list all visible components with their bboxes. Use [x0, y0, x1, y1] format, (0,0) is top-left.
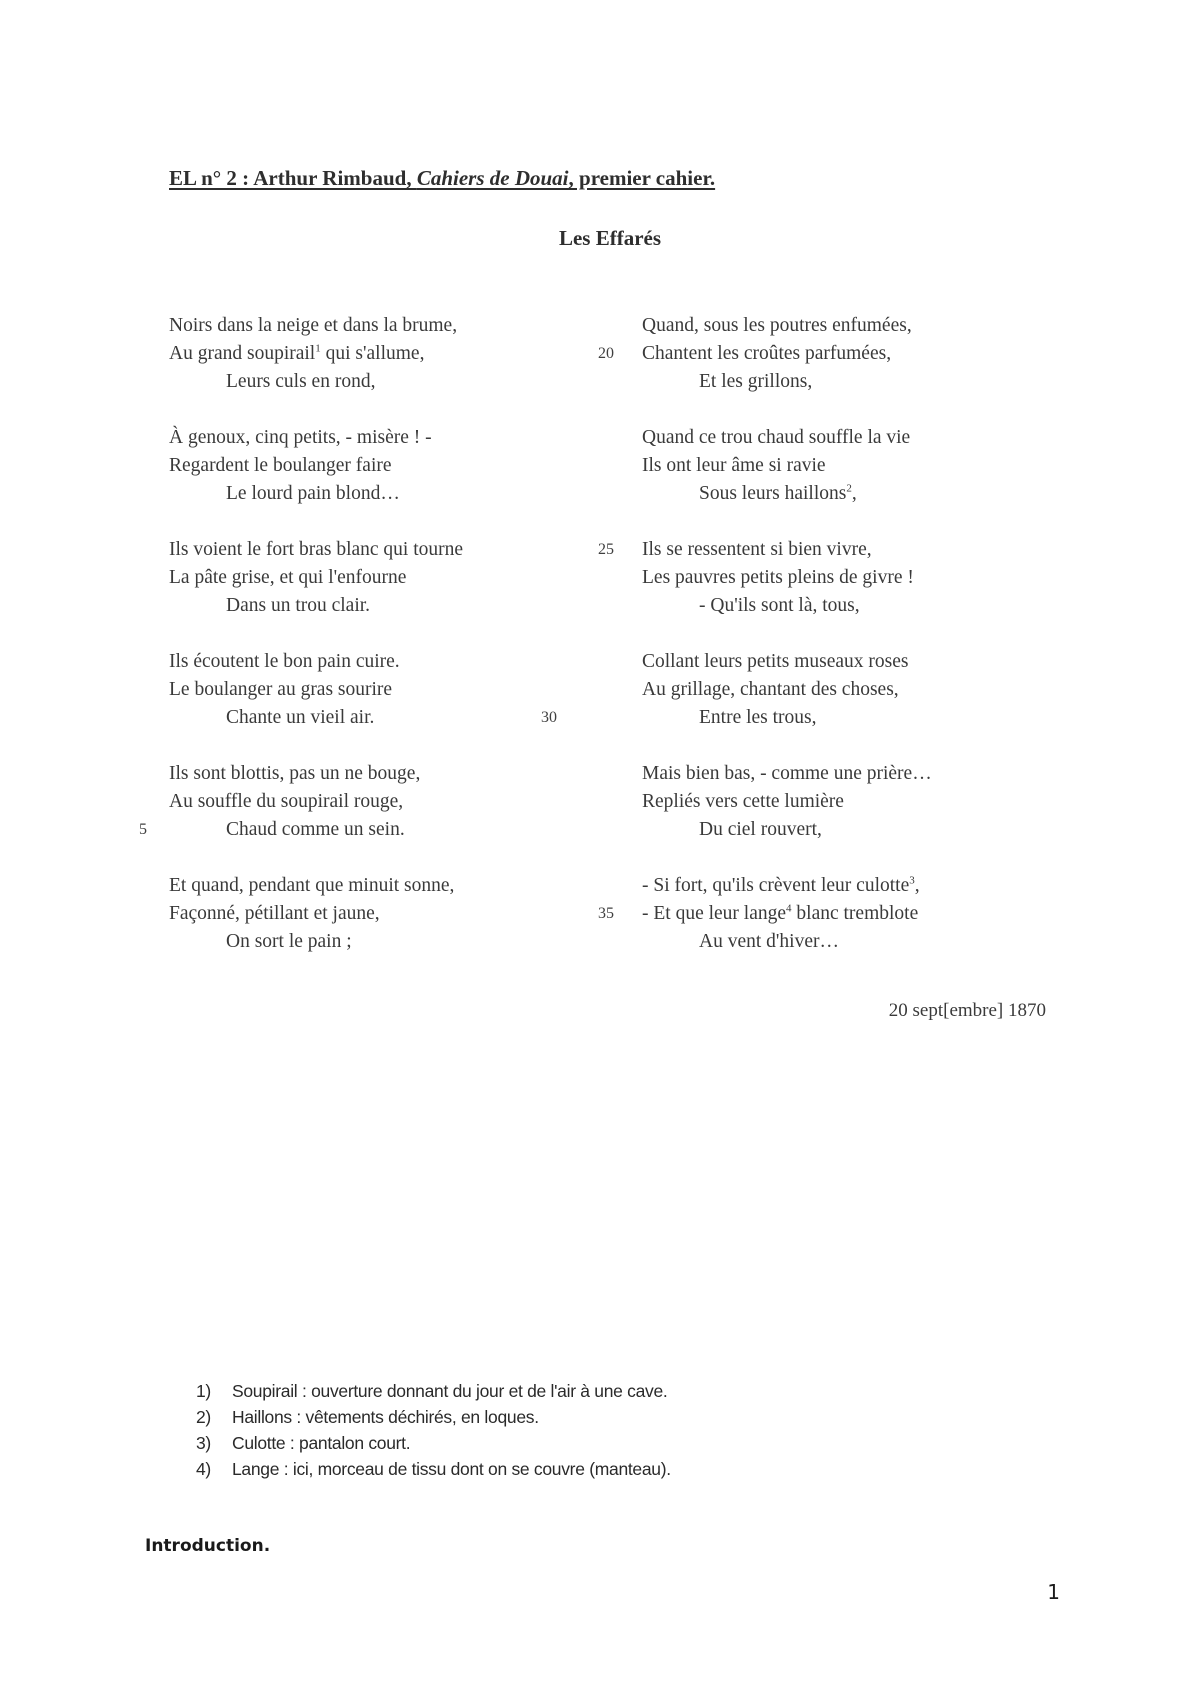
footnote-number: 2): [196, 1407, 211, 1427]
document-header: [169, 166, 715, 191]
line-number: 25: [598, 541, 614, 558]
section-heading-introduction: Introduction.: [145, 1536, 271, 1556]
stanza: [169, 424, 589, 536]
footnote-text: Soupirail : ouverture donnant du jour et de l'air à une cave.: [232, 1381, 668, 1401]
footnote: [196, 1378, 671, 1404]
poem-line: [169, 340, 589, 368]
stanza: [169, 872, 589, 984]
poem-date: 20 sept[embre] 1870: [888, 1000, 1046, 1021]
poem-line-text: Chaud comme un sein.: [226, 819, 405, 840]
poem-line: Ils sont blottis, pas un ne bouge,: [169, 763, 421, 784]
footnote-number: 3): [196, 1433, 211, 1453]
footnote-number: 1): [196, 1381, 211, 1401]
footnote-text: Haillons : vêtements déchirés, en loques.: [232, 1407, 539, 1427]
stanza: [598, 872, 1062, 984]
line-number: 30: [541, 709, 557, 726]
poem-line: Noirs dans la neige et dans la brume,: [169, 315, 458, 336]
footnote-ref: 2: [846, 482, 852, 495]
poem-line: Au souffle du soupirail rouge,: [169, 791, 404, 812]
stanza: [169, 536, 589, 648]
footnotes: [196, 1378, 671, 1482]
footnote-ref: 3: [909, 874, 915, 887]
poem-line: [139, 816, 589, 844]
poem-line: Regardent le boulanger faire: [169, 455, 392, 476]
poem-line: [598, 900, 1062, 928]
line-number: 5: [139, 821, 147, 838]
footnote-text: Lange : ici, morceau de tissu dont on se couvre (manteau).: [232, 1459, 671, 1479]
poem-line: [642, 480, 1062, 508]
poem-line: Chante un vieil air.: [226, 707, 375, 728]
poem-line-text: qui s'allume,: [320, 343, 425, 364]
poem-line-text: Sous leurs haillons: [699, 483, 847, 504]
poem-line: Ils voient le fort bras blanc qui tourne: [169, 539, 464, 560]
poem-line: À genoux, cinq petits, - misère ! -: [169, 427, 432, 448]
poem-line-text: Au grand soupirail: [169, 343, 316, 364]
poem-line: Quand, sous les poutres enfumées,: [642, 315, 912, 336]
stanza: [598, 312, 1062, 424]
poem-line-text: ,: [914, 875, 920, 896]
poem-line: Le lourd pain blond…: [226, 483, 400, 504]
poem-line: [642, 872, 1062, 900]
header-suffix: , premier cahier.: [568, 166, 716, 190]
poem-line: Leurs culs en rond,: [226, 371, 376, 392]
footnote: [196, 1430, 671, 1456]
poem-line: Le boulanger au gras sourire: [169, 679, 393, 700]
poem-line: [541, 704, 1062, 732]
poem-line-text: Chantent les croûtes parfumées,: [642, 343, 892, 364]
poem-line-text: Entre les trous,: [699, 707, 817, 728]
poem-line-text: Ils se ressentent si bien vivre,: [642, 539, 872, 560]
stanza: [139, 760, 589, 872]
poem-left-column: [139, 312, 589, 984]
stanza: [541, 648, 1062, 760]
poem-line: Du ciel rouvert,: [699, 819, 822, 840]
footnote-text: Culotte : pantalon court.: [232, 1433, 411, 1453]
poem-line: Au vent d'hiver…: [699, 931, 839, 952]
line-number: 35: [598, 905, 614, 922]
header-prefix: EL n° 2 : Arthur Rimbaud,: [169, 166, 417, 190]
poem-line: Collant leurs petits museaux roses: [642, 651, 909, 672]
poem-line: Ils ont leur âme si ravie: [642, 455, 826, 476]
footnote: [196, 1456, 671, 1482]
poem-line: Ils écoutent le bon pain cuire.: [169, 651, 400, 672]
stanza: [642, 760, 1062, 872]
header-work-title: Cahiers de Douai: [416, 166, 569, 190]
poem-line-text: - Et que leur lange: [642, 903, 787, 924]
poem-line: Et les grillons,: [699, 371, 813, 392]
stanza: [598, 536, 1062, 648]
poem-line: [598, 536, 1062, 564]
poem-line: Au grillage, chantant des choses,: [642, 679, 899, 700]
poem-line: Mais bien bas, - comme une prière…: [642, 763, 932, 784]
poem-line: Quand ce trou chaud souffle la vie: [642, 427, 911, 448]
poem-line: - Qu'ils sont là, tous,: [699, 595, 860, 616]
poem-line-text: ,: [851, 483, 857, 504]
page-number: 1: [1047, 1580, 1060, 1604]
poem-line: Façonné, pétillant et jaune,: [169, 903, 380, 924]
poem-line: La pâte grise, et qui l'enfourne: [169, 567, 407, 588]
poem-line: [598, 340, 1062, 368]
footnote-ref: 4: [786, 902, 792, 915]
poem-line: Dans un trou clair.: [226, 595, 371, 616]
poem-line: Repliés vers cette lumière: [642, 791, 844, 812]
stanza: [169, 648, 589, 760]
poem-line-text: - Si fort, qu'ils crèvent leur culotte: [642, 875, 910, 896]
footnote-ref: 1: [315, 342, 321, 355]
line-number: 20: [598, 345, 614, 362]
poem-line: Les pauvres petits pleins de givre !: [642, 567, 914, 588]
stanza: [169, 312, 589, 424]
poem-line-text: blanc tremblote: [791, 903, 919, 924]
footnote: [196, 1404, 671, 1430]
poem-right-column: [541, 312, 1062, 984]
poem-line: On sort le pain ;: [226, 931, 352, 952]
poem-title: Les Effarés: [558, 226, 662, 250]
poem-line: Et quand, pendant que minuit sonne,: [169, 875, 455, 896]
footnote-number: 4): [196, 1459, 211, 1479]
stanza: [642, 424, 1062, 536]
